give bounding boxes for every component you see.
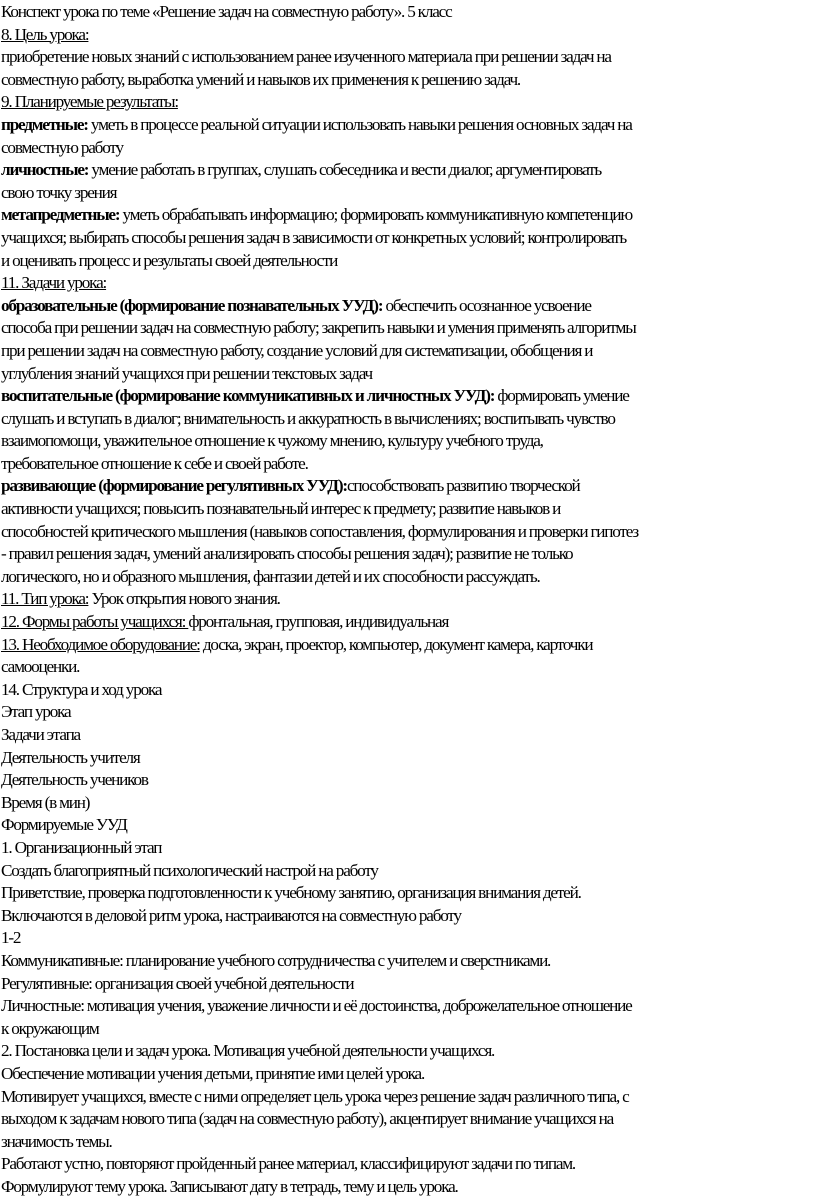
tasks-upbringing-text-line: слушать и вступать в диалог; внимательность и аккуратность в вычислениях; воспитывать чувство: [1, 408, 615, 428]
results-subject-text-line: совместную работу: [1, 137, 123, 157]
goal-text-line: совместную работу, выработка умений и навыков их применения к решению задач.: [1, 69, 521, 89]
results-meta-text-line: и оценивать процесс и результаты своей деятельности: [1, 250, 338, 270]
structure-column-teacher: Деятельность учителя: [1, 747, 140, 767]
stage1-teacher: Приветствие, проверка подготовленности к учебному занятию, организация внимания детей.: [1, 883, 581, 903]
tasks-upbringing-text-line: требовательное отношение к себе и своей работе.: [1, 453, 308, 473]
structure-column-tasks: Задачи этапа: [1, 725, 80, 744]
stage1-students: Включаются в деловой ритм урока, настраиваются на совместную работу: [1, 905, 461, 925]
lesson-type: [1, 588, 816, 611]
structure-column-uud: Формируемые УУД: [1, 815, 127, 835]
stage2-name: 2. Постановка цели и задач урока. Мотивация учебной деятельности учащихся.: [1, 1041, 495, 1061]
results-personal: [1, 159, 816, 182]
tasks-developing-label: развивающие (формирование регулятивных УУД):: [1, 476, 347, 496]
tasks-upbringing-text-line: взаимопомощи, уважительное отношение к чужому мнению, культуру учебного труда,: [1, 431, 543, 451]
structure-column-stage: Этап урока: [1, 702, 71, 722]
stage2-teacher-line: Мотивирует учащихся, вместе с ними определяет цель урока через решение задач различного типа, с: [1, 1086, 629, 1106]
equipment-label: 13. Необходимое оборудование:: [1, 634, 200, 654]
stage1-uud-line: Коммуникативные: планирование учебного сотрудничества с учителем и сверстниками.: [1, 950, 551, 970]
results-meta-text-line: учащихся; выбирать способы решения задач в зависимости от конкретных условий; контролировать: [1, 227, 627, 247]
lesson-type-label: 11. Тип урока:: [1, 589, 89, 609]
stage2-teacher-line: выходом к задачам нового типа (задач на совместную работу), акцентирует внимание учащихся на: [1, 1109, 614, 1129]
stage2-teacher-line: значимость темы.: [1, 1131, 112, 1151]
tasks-educational-text-line: при решении задач на совместную работу, создание условий для систематизации, обобщения и: [1, 340, 593, 360]
tasks-developing-text-line: способностей критического мышления (навыков сопоставления, формулирования и проверки гипотез: [1, 521, 639, 541]
equipment: [1, 634, 816, 657]
tasks-educational-label: образовательные (формирование познавательных УУД):: [1, 295, 383, 315]
stage1-uud-line: к окружающим: [1, 1018, 99, 1038]
tasks-educational-text: обеспечить осознанное усвоение: [382, 295, 591, 315]
tasks-developing-text: способствовать развитию творческой: [346, 476, 580, 496]
structure-heading: 14. Структура и ход урока: [1, 679, 162, 699]
equipment-value: доска, экран, проектор, компьютер, документ камера, карточки: [199, 634, 593, 654]
tasks-upbringing-text: формировать умение: [494, 386, 629, 406]
tasks-developing-text-line: - правил решения задач, умений анализировать способы решения задач); развитие не только: [1, 544, 573, 564]
results-subject-text: уметь в процессе реальной ситуации использовать навыки решения основных задач на: [87, 114, 632, 134]
results-meta-label: метапредметные:: [1, 205, 120, 225]
stage2-students-line: Работают устно, повторяют пройденный ранее материал, классифицируют задачи по типам.: [1, 1154, 576, 1174]
tasks-upbringing: [1, 385, 816, 408]
equipment-text-line: самооценки.: [1, 657, 80, 677]
stage1-uud-line: Личностные: мотивация учения, уважение личности и её достоинства, доброжелательное отношение: [1, 996, 632, 1016]
tasks-developing: [1, 475, 816, 498]
structure-column-time: Время (в мин): [1, 792, 90, 812]
results-subject: [1, 114, 816, 137]
work-forms: [1, 611, 816, 634]
results-personal-text: умение работать в группах, слушать собеседника и вести диалог, аргументировать: [88, 160, 602, 180]
results-meta-text: уметь обрабатывать информацию; формировать коммуникативную компетенцию: [119, 205, 632, 225]
structure-column-students: Деятельность учеников: [1, 770, 148, 790]
results-subject-label: предметные:: [1, 114, 88, 134]
tasks-developing-text-line: активности учащихся; повысить познавательный интерес к предмету; развитие навыков и: [1, 499, 561, 519]
tasks-educational: [1, 295, 816, 318]
lesson-type-value: Урок открытия нового знания.: [88, 589, 280, 609]
tasks-educational-text-line: углубления знаний учащихся при решении текстовых задач: [1, 363, 372, 383]
tasks-educational-text-line: способа при решении задач на совместную работу; закрепить навыки и умения применять алгоритмы: [1, 318, 636, 338]
stage1-task: Создать благоприятный психологический настрой на работу: [1, 860, 378, 880]
stage2-students-line: Формулируют тему урока. Записывают дату в тетрадь, тему и цель урока.: [1, 1176, 458, 1196]
stage1-name: 1. Организационный этап: [1, 837, 162, 857]
results-heading: 9. Планируемые результаты:: [1, 92, 178, 112]
results-personal-label: личностные:: [1, 160, 89, 180]
tasks-developing-text-line: логического, но и образного мышления, фантазии детей и их способности рассуждать.: [1, 566, 540, 586]
stage1-uud-line: Регулятивные: организация своей учебной деятельности: [1, 973, 354, 993]
document-title: Конспект урока по теме «Решение задач на совместную работу». 5 класс: [1, 2, 452, 21]
results-meta: [1, 204, 816, 227]
tasks-upbringing-label: воспитательные (формирование коммуникативных и личностных УУД):: [1, 386, 495, 406]
goal-heading: 8. Цель урока:: [1, 24, 89, 44]
goal-text-line: приобретение новых знаний с использованием ранее изученного материала при решении задач на: [1, 47, 611, 67]
work-forms-value: фронтальная, групповая, индивидуальная: [188, 612, 449, 632]
results-personal-text-line: свою точку зрения: [1, 182, 117, 202]
stage1-time: 1-2: [1, 928, 21, 948]
stage2-task: Обеспечение мотивации учения детьми, принятие ими целей урока.: [1, 1063, 425, 1083]
work-forms-label: 12. Формы работы учащихся:: [1, 612, 189, 632]
tasks-heading: 11. Задачи урока:: [1, 273, 107, 293]
